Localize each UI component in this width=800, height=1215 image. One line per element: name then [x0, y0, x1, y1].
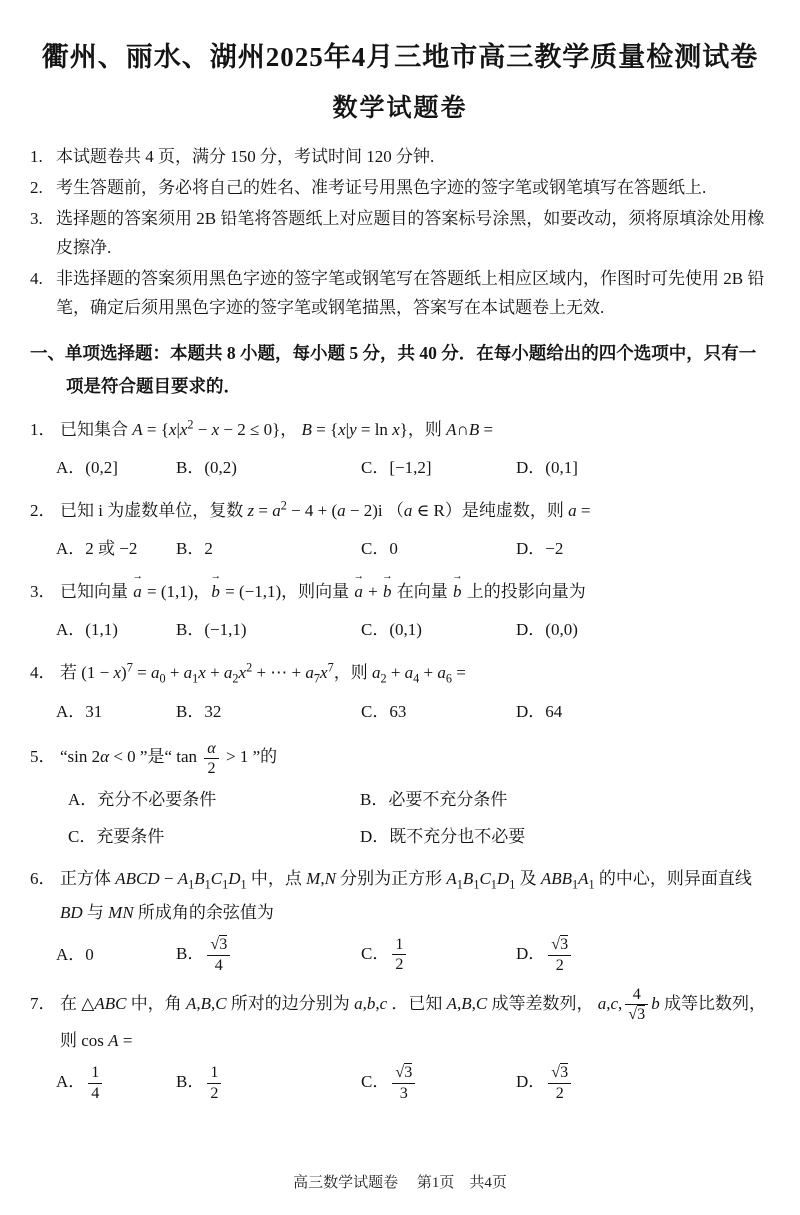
option-a: A．(0,2] [56, 457, 118, 477]
option-a: A．0 [56, 944, 94, 964]
question-stem [30, 656, 770, 690]
notice-number: 4. [30, 268, 43, 288]
question-stem [30, 985, 770, 1057]
question-stem [30, 739, 770, 779]
notice-text: 选择题的答案须用 2B 铅笔将答题纸上对应题目的答案标号涂黑，如要改动，须将原填涂处用橡皮擦净. [56, 208, 765, 257]
notice-number: 2. [30, 178, 43, 198]
option-a: A．2 或 −2 [56, 539, 138, 559]
question-options [30, 533, 770, 565]
exam-title: 衢州、丽水、湖州2025年4月三地市高三教学质量检测试卷 [41, 42, 759, 72]
option-a: A．充分不必要条件 [68, 790, 217, 810]
option-c: C． $\frac{1}{2}$ [361, 935, 516, 975]
question-number: 1． [30, 419, 56, 439]
question-5 [30, 739, 770, 853]
question-6 [30, 863, 770, 975]
page-footer: 高三数学试题卷 第1页 共4页 [293, 1175, 507, 1191]
exam-notices [30, 143, 770, 322]
question-number: 3． [30, 581, 56, 601]
option-a: A．(1,1) [56, 619, 118, 639]
question-1 [30, 413, 770, 484]
option-b: B． $\frac{√3}{4}$ [176, 935, 361, 975]
question-stem-text: 已知向量 a → = (1,1)，b → = (−1,1)，则向量 a → + b → 在向量 b → 上的投影向量为 [60, 582, 586, 601]
question-options [30, 614, 770, 646]
question-stem-text: “sin 2α < 0 ”是“ tan $\frac{\alpha}{2}$ > 1 ”的 [60, 739, 278, 778]
question-3 [30, 576, 770, 647]
question-stem [30, 863, 770, 929]
notice-number: 3. [30, 208, 43, 228]
question-number: 2． [30, 500, 56, 520]
option-b: B．32 [176, 702, 222, 722]
option-c: C．(0,1) [361, 619, 422, 639]
question-options [30, 452, 770, 484]
option-c: C．[−1,2] [361, 457, 432, 477]
option-c: C． $\frac{√3}{3}$ [361, 1063, 516, 1103]
notice-text: 考生答题前，务必将自己的姓名、准考证号用黑色字迹的签字笔或钢笔填写在答题纸上. [56, 178, 707, 198]
question-stem-text: 正方体 ABCD − $A_1B_1C_1D_1$ 中，点 M,N 分别为正方形 $A_1B_1C_1D_1$ 及 $ABB_1A_1$ 的中心，则异面直线 BD 与 MN 所成角的余弦值为 [60, 869, 752, 922]
notice-text: 非选择题的答案须用黑色字迹的签字笔或钢笔写在答题纸上相应区域内，作图时可先使用 2B 铅笔，确定后须用黑色字迹的签字笔或钢笔描黑，答案写在本试题卷上无效. [56, 268, 765, 317]
question-7 [30, 985, 770, 1103]
question-stem-text: 在 △ABC 中，角 A,B,C 所对的边分别为 a,b,c ．已知 A,B,C 成等差数列， a,c, $\frac{4}{√3}$ b 成等比数列，则 cos A = [60, 985, 766, 1050]
notice-text: 本试题卷共 4 页，满分 150 分，考试时间 120 分钟. [56, 147, 435, 167]
question-options [30, 935, 770, 975]
question-options [30, 696, 770, 728]
option-d: D．(0,1] [516, 457, 578, 477]
option-b: B．2 [176, 539, 213, 559]
question-stem-text: 已知 i 为虚数单位，复数 $z = a^2 - 4 + (a - 2)i$ （a ∈ R）是纯虚数，则 a = [60, 498, 591, 520]
option-b: B． $\frac{1}{2}$ [176, 1063, 361, 1103]
option-d: D． $\frac{√3}{2}$ [516, 1063, 770, 1103]
question-number: 5． [30, 747, 56, 767]
question-number: 4． [30, 662, 56, 682]
option-c: C．0 [361, 539, 398, 559]
question-stem-text: 若 $(1 - x)^7 = a_0 + a_1x + a_2x^2$ + ⋯ + $a_7x^7$，则 $a_2 + a_4 + a_6$ = [60, 660, 466, 686]
option-b: B．(−1,1) [176, 619, 247, 639]
exam-subtitle: 数学试题卷 [332, 95, 468, 123]
notice-number: 1. [30, 147, 43, 167]
question-number: 6． [30, 869, 56, 889]
question-stem [30, 576, 770, 608]
notice-item [30, 143, 770, 172]
question-2 [30, 494, 770, 565]
option-b: B．(0,2) [176, 457, 237, 477]
option-c: C．63 [361, 702, 407, 722]
question-options [30, 784, 770, 853]
option-b: B．必要不充分条件 [360, 790, 508, 810]
section-heading: 一、单项选择题：本题共 8 小题，每小题 5 分，共 40 分．在每小题给出的四个选项中，只有一项是符合题目要求的． [30, 342, 757, 396]
option-d: D．(0,0) [516, 619, 578, 639]
option-d: D．−2 [516, 539, 564, 559]
notice-item [30, 205, 770, 263]
question-stem-text: 已知集合 $A = \{x|x^2 - x - 2 \le 0\}$， B = {x|y = ln x}，则 A∩B = [60, 417, 494, 439]
option-d: D．既不充分也不必要 [360, 826, 526, 846]
question-number: 7． [30, 993, 56, 1013]
option-c: C．充要条件 [68, 826, 165, 846]
question-stem [30, 494, 770, 527]
notice-item [30, 265, 770, 323]
option-a: A．31 [56, 702, 103, 722]
option-d: D．64 [516, 702, 563, 722]
notice-item [30, 174, 770, 203]
question-stem [30, 413, 770, 446]
option-a: A． $\frac{1}{4}$ [56, 1063, 176, 1103]
question-options [30, 1063, 770, 1103]
question-4 [30, 656, 770, 729]
option-d: D． $\frac{√3}{2}$ [516, 935, 770, 975]
